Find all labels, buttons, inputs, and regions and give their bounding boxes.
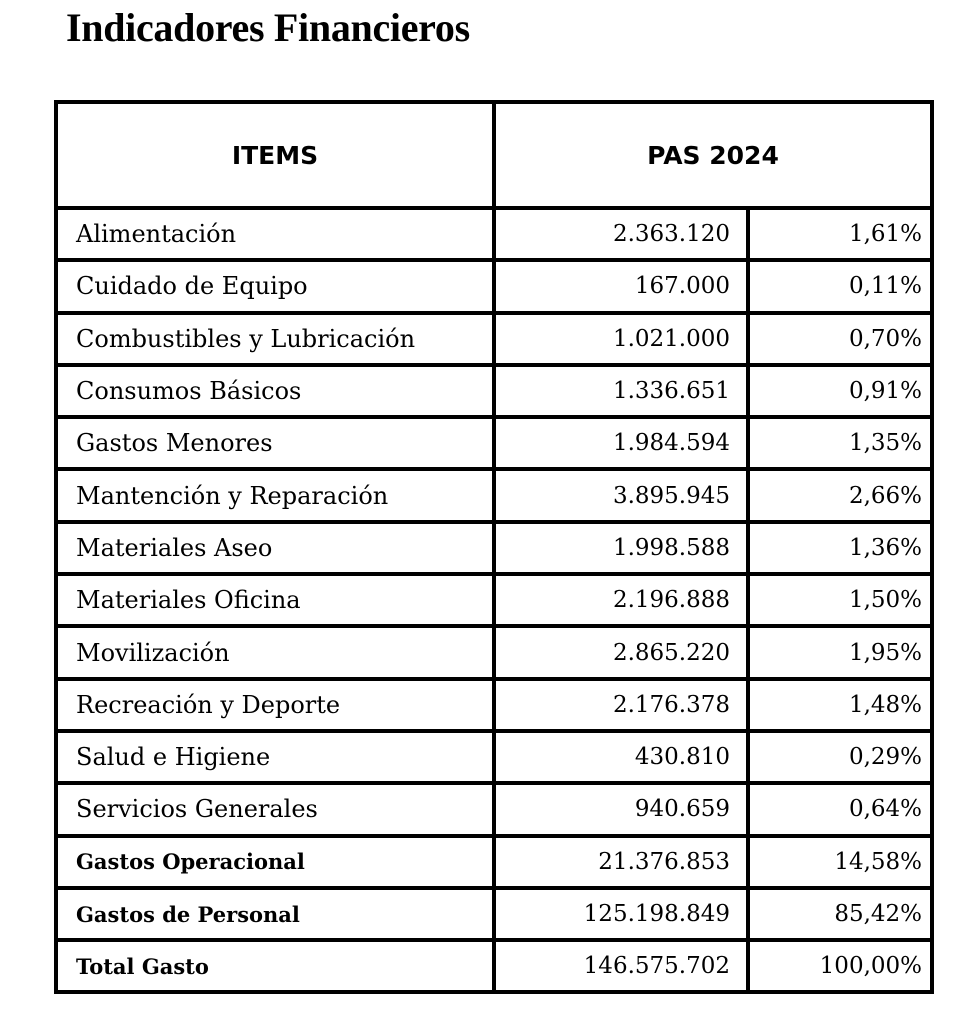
table-row [56,469,932,521]
item-amount: 2.363.120 [494,208,748,260]
table-row [56,888,932,940]
item-percentage: 85,42% [748,888,932,940]
table-body [56,208,932,992]
item-percentage: 1,35% [748,417,932,469]
item-label: Servicios Generales [56,783,494,835]
item-percentage: 1,50% [748,574,932,626]
item-amount: 146.575.702 [494,940,748,992]
item-percentage: 0,64% [748,783,932,835]
item-amount: 1.336.651 [494,365,748,417]
item-amount: 2.865.220 [494,626,748,678]
table-row [56,626,932,678]
item-percentage: 100,00% [748,940,932,992]
item-label: Consumos Básicos [56,365,494,417]
item-percentage: 2,66% [748,469,932,521]
item-percentage: 1,61% [748,208,932,260]
item-label: Cuidado de Equipo [56,260,494,312]
header-pas-2024: PAS 2024 [494,102,932,208]
table-row [56,836,932,888]
item-amount: 1.998.588 [494,522,748,574]
item-percentage: 0,91% [748,365,932,417]
table-row [56,260,932,312]
item-percentage: 0,29% [748,731,932,783]
table-row [56,417,932,469]
table-header-row [56,102,932,208]
item-label: Mantención y Reparación [56,469,494,521]
item-amount: 125.198.849 [494,888,748,940]
item-label: Combustibles y Lubricación [56,313,494,365]
item-amount: 3.895.945 [494,469,748,521]
item-label: Materiales Aseo [56,522,494,574]
item-amount: 940.659 [494,783,748,835]
item-amount: 1.984.594 [494,417,748,469]
item-percentage: 1,48% [748,679,932,731]
item-label: Gastos Menores [56,417,494,469]
item-percentage: 1,36% [748,522,932,574]
item-label: Total Gasto [56,940,494,992]
item-percentage: 0,70% [748,313,932,365]
table-row [56,313,932,365]
item-label: Alimentación [56,208,494,260]
table-row [56,940,932,992]
item-percentage: 14,58% [748,836,932,888]
item-amount: 167.000 [494,260,748,312]
table-row [56,522,932,574]
table-row [56,731,932,783]
item-label: Movilización [56,626,494,678]
table-row [56,574,932,626]
item-amount: 21.376.853 [494,836,748,888]
item-label: Salud e Higiene [56,731,494,783]
item-amount: 430.810 [494,731,748,783]
table-row [56,679,932,731]
item-label: Materiales Oficina [56,574,494,626]
table-row [56,208,932,260]
table-row [56,783,932,835]
item-percentage: 1,95% [748,626,932,678]
item-label: Gastos de Personal [56,888,494,940]
item-percentage: 0,11% [748,260,932,312]
page-title: Indicadores Financieros [66,5,470,50]
table-row [56,365,932,417]
item-amount: 2.176.378 [494,679,748,731]
item-amount: 2.196.888 [494,574,748,626]
item-amount: 1.021.000 [494,313,748,365]
header-items: ITEMS [56,102,494,208]
item-label: Gastos Operacional [56,836,494,888]
financial-indicators-table [54,100,934,994]
item-label: Recreación y Deporte [56,679,494,731]
